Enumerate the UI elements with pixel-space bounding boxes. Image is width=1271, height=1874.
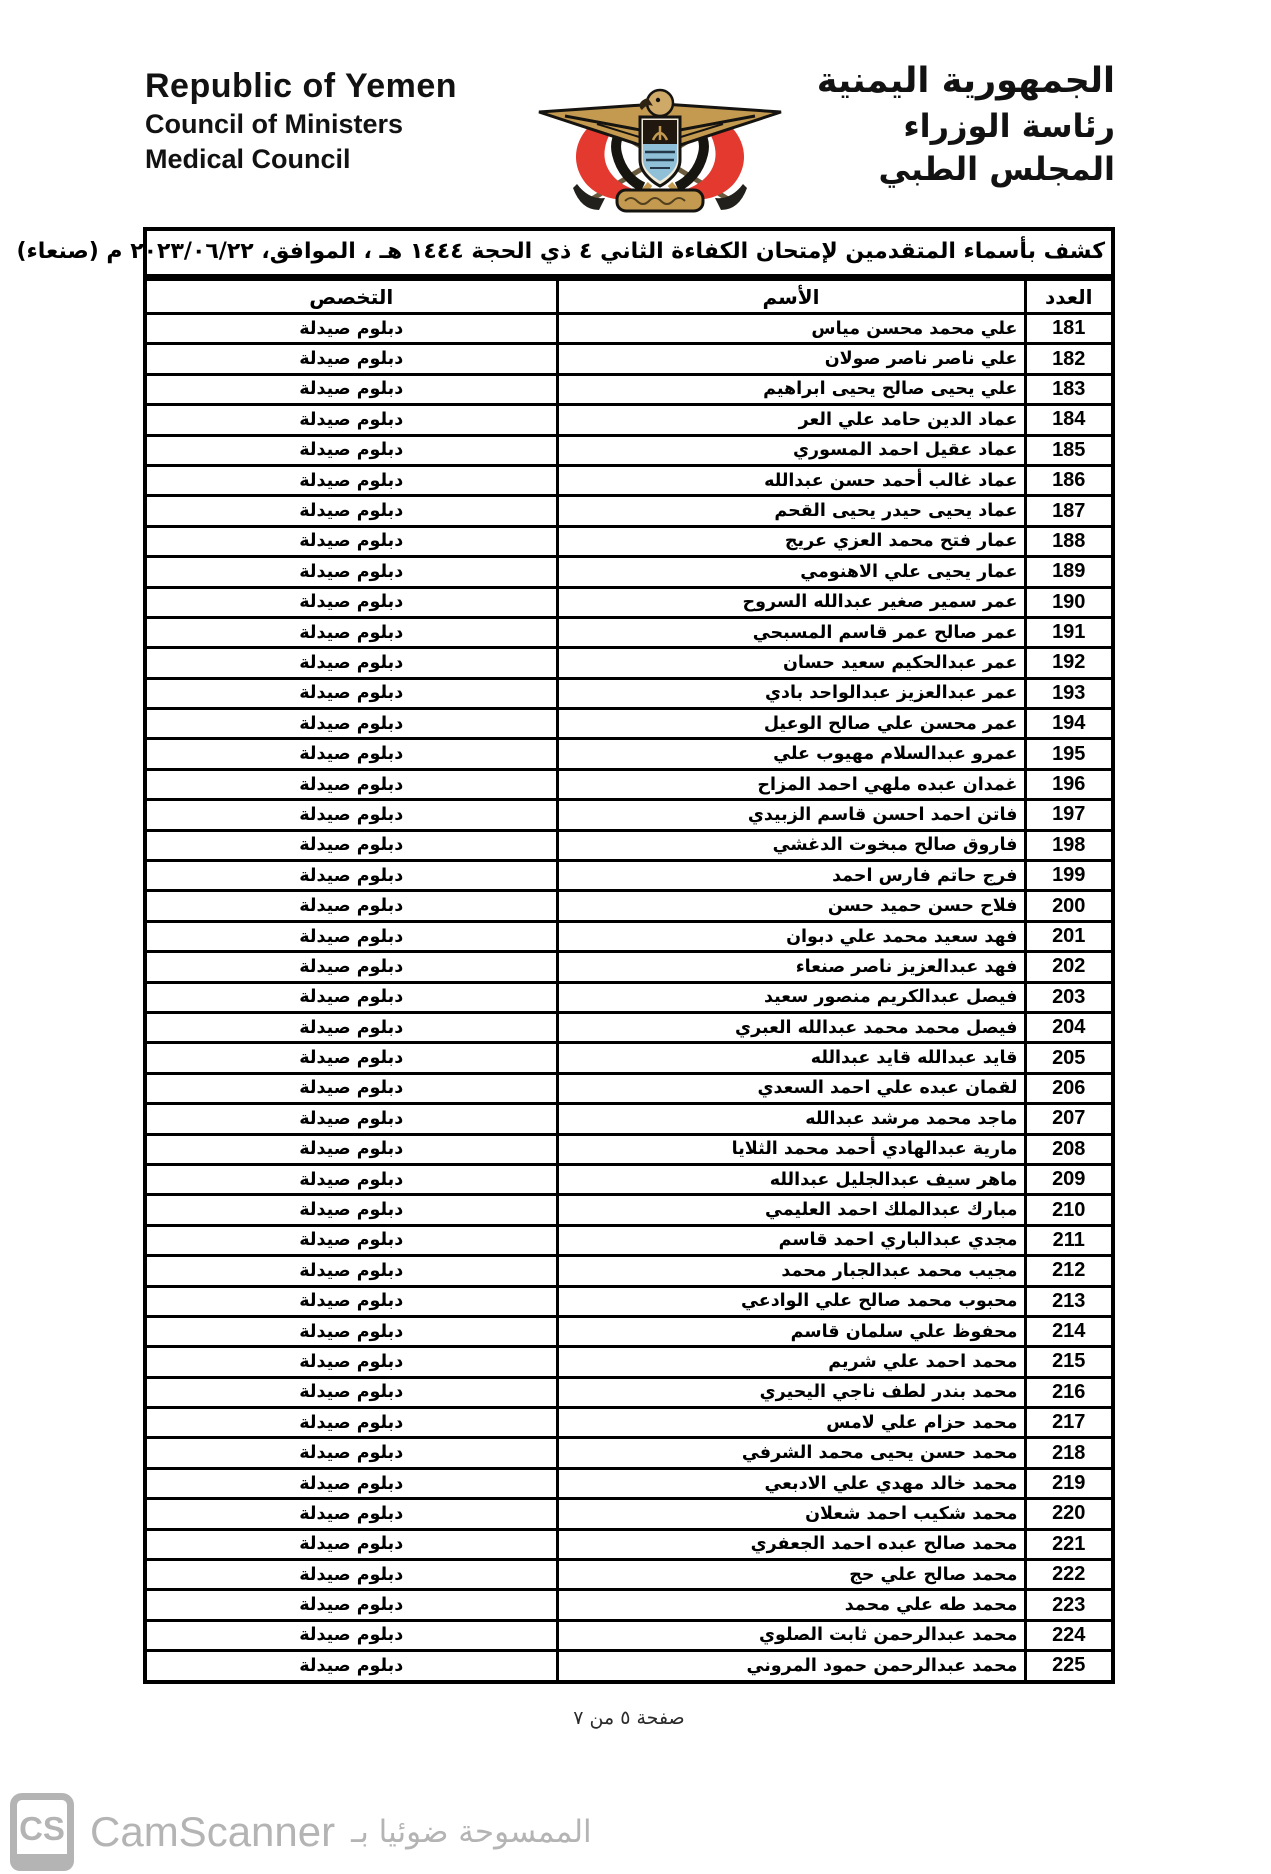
row-name: محمد خالد مهدي علي الادبعي: [557, 1468, 1025, 1498]
row-specialization: دبلوم صيدلة: [145, 1651, 557, 1682]
table-row: [145, 678, 1113, 708]
table-row: [145, 800, 1113, 830]
row-name: عماد غالب أحمد حسن عبدالله: [557, 465, 1025, 495]
table-row: [145, 496, 1113, 526]
row-specialization: دبلوم صيدلة: [145, 1620, 557, 1650]
row-name: محمد طه علي محمد: [557, 1590, 1025, 1620]
row-name: مجدي عبدالباري احمد قاسم: [557, 1225, 1025, 1255]
table-row: [145, 921, 1113, 951]
row-number: 211: [1025, 1225, 1113, 1255]
row-number: 199: [1025, 861, 1113, 891]
letterhead-english: [145, 66, 457, 177]
row-name: مارية عبدالهادي أحمد محمد الثلايا: [557, 1134, 1025, 1164]
row-specialization: دبلوم صيدلة: [145, 1377, 557, 1407]
row-specialization: دبلوم صيدلة: [145, 1225, 557, 1255]
table-row: [145, 1256, 1113, 1286]
row-name: فلاح حسن حميد حسن: [557, 891, 1025, 921]
row-number: 224: [1025, 1620, 1113, 1650]
table-row: [145, 1499, 1113, 1529]
row-specialization: دبلوم صيدلة: [145, 1499, 557, 1529]
camscanner-watermark: [10, 1793, 592, 1871]
table-row: [145, 587, 1113, 617]
camscanner-logo-icon: [10, 1793, 74, 1871]
row-name: عمر عبدالحكيم سعيد حسان: [557, 648, 1025, 678]
table-header-row: [145, 279, 1113, 314]
row-specialization: دبلوم صيدلة: [145, 709, 557, 739]
column-header-specialization: التخصص: [145, 279, 557, 314]
row-name: محمد احمد علي شريم: [557, 1347, 1025, 1377]
row-name: لقمان عبده علي احمد السعدي: [557, 1073, 1025, 1103]
document-title: كشف بأسماء المتقدمين لإمتحان الكفاءة الثاني ٤ ذي الحجة ١٤٤٤ هـ ، الموافق، ٢٠٢٣/٠٦/٢٢ م (صنعاء): [143, 227, 1115, 278]
letterhead-arabic: [817, 58, 1115, 192]
row-specialization: دبلوم صيدلة: [145, 1012, 557, 1042]
row-name: مبارك عبدالملك احمد العليمي: [557, 1195, 1025, 1225]
scanned-with-text: الممسوحة ضوئيا بـ: [351, 1814, 592, 1850]
row-specialization: دبلوم صيدلة: [145, 678, 557, 708]
row-specialization: دبلوم صيدلة: [145, 1590, 557, 1620]
table-row: [145, 1164, 1113, 1194]
table-row: [145, 1438, 1113, 1468]
row-number: 201: [1025, 921, 1113, 951]
row-number: 217: [1025, 1408, 1113, 1438]
row-name: عمار فتح محمد العزي عريج: [557, 526, 1025, 556]
row-number: 225: [1025, 1651, 1113, 1682]
table-row: [145, 1134, 1113, 1164]
row-specialization: دبلوم صيدلة: [145, 1164, 557, 1194]
row-number: 181: [1025, 314, 1113, 344]
table-row: [145, 1043, 1113, 1073]
table-row: [145, 344, 1113, 374]
row-specialization: دبلوم صيدلة: [145, 314, 557, 344]
country-name-ar: الجمهورية اليمنية: [816, 61, 1115, 101]
row-specialization: دبلوم صيدلة: [145, 617, 557, 647]
row-number: 183: [1025, 374, 1113, 404]
row-name: ماجد محمد مرشد عبدالله: [557, 1104, 1025, 1134]
row-specialization: دبلوم صيدلة: [145, 1134, 557, 1164]
row-number: 220: [1025, 1499, 1113, 1529]
row-name: محبوب محمد صالح علي الوادعي: [557, 1286, 1025, 1316]
row-specialization: دبلوم صيدلة: [145, 465, 557, 495]
row-specialization: دبلوم صيدلة: [145, 587, 557, 617]
column-header-number: العدد: [1025, 279, 1113, 314]
row-number: 185: [1025, 435, 1113, 465]
row-name: عمر صالح عمر قاسم المسبحي: [557, 617, 1025, 647]
table-row: [145, 1012, 1113, 1042]
row-specialization: دبلوم صيدلة: [145, 435, 557, 465]
table-row: [145, 465, 1113, 495]
row-number: 223: [1025, 1590, 1113, 1620]
row-name: محمد حسن يحيى محمد الشرفي: [557, 1438, 1025, 1468]
table-row: [145, 1316, 1113, 1346]
medical-council-en: Medical Council: [145, 143, 351, 174]
row-number: 186: [1025, 465, 1113, 495]
row-specialization: دبلوم صيدلة: [145, 861, 557, 891]
table-row: [145, 1651, 1113, 1682]
row-number: 196: [1025, 769, 1113, 799]
row-name: فاتن احمد احسن قاسم الزبيدي: [557, 800, 1025, 830]
row-number: 198: [1025, 830, 1113, 860]
page-number: صفحة ٥ من ٧: [573, 1707, 685, 1729]
row-name: عماد عقيل احمد المسوري: [557, 435, 1025, 465]
row-specialization: دبلوم صيدلة: [145, 739, 557, 769]
row-number: 215: [1025, 1347, 1113, 1377]
row-number: 216: [1025, 1377, 1113, 1407]
table-row: [145, 1073, 1113, 1103]
row-name: فهد عبدالعزيز ناصر صنعاء: [557, 952, 1025, 982]
row-number: 221: [1025, 1529, 1113, 1559]
row-name: فيصل محمد محمد عبدالله العبري: [557, 1012, 1025, 1042]
table-row: [145, 769, 1113, 799]
row-specialization: دبلوم صيدلة: [145, 1256, 557, 1286]
camscanner-brand-text: CamScanner: [90, 1808, 336, 1855]
row-number: 195: [1025, 739, 1113, 769]
table-row: [145, 648, 1113, 678]
row-number: 189: [1025, 557, 1113, 587]
row-name: عمار يحيى علي الاهنومي: [557, 557, 1025, 587]
row-number: 194: [1025, 709, 1113, 739]
table-row: [145, 709, 1113, 739]
row-specialization: دبلوم صيدلة: [145, 1529, 557, 1559]
row-name: فهد سعيد محمد علي دبوان: [557, 921, 1025, 951]
row-number: 188: [1025, 526, 1113, 556]
row-specialization: دبلوم صيدلة: [145, 1347, 557, 1377]
medical-council-ar: المجلس الطبي: [878, 150, 1115, 189]
row-name: فاروق صالح مبخوت الدغشي: [557, 830, 1025, 860]
table-row: [145, 982, 1113, 1012]
row-name: ماهر سيف عبدالجليل عبدالله: [557, 1164, 1025, 1194]
row-number: 193: [1025, 678, 1113, 708]
row-name: محمد شكيب احمد شعلان: [557, 1499, 1025, 1529]
table-row: [145, 1408, 1113, 1438]
row-specialization: دبلوم صيدلة: [145, 557, 557, 587]
table-row: [145, 374, 1113, 404]
table-row: [145, 830, 1113, 860]
table-row: [145, 891, 1113, 921]
row-number: 184: [1025, 405, 1113, 435]
table-row: [145, 1347, 1113, 1377]
row-name: محمد بندر لطف ناجي اليحيري: [557, 1377, 1025, 1407]
row-number: 187: [1025, 496, 1113, 526]
row-name: محمد عبدالرحمن ثابت الصلوي: [557, 1620, 1025, 1650]
row-specialization: دبلوم صيدلة: [145, 921, 557, 951]
row-specialization: دبلوم صيدلة: [145, 1286, 557, 1316]
row-name: غمدان عبده ملهي احمد المزاح: [557, 769, 1025, 799]
table-row: [145, 1225, 1113, 1255]
table-row: [145, 1529, 1113, 1559]
table-row: [145, 952, 1113, 982]
camscanner-logo-strip: [10, 1854, 74, 1871]
row-specialization: دبلوم صيدلة: [145, 1408, 557, 1438]
row-name: علي يحيى صالح يحيى ابراهيم: [557, 374, 1025, 404]
row-number: 203: [1025, 982, 1113, 1012]
prime-ministry-ar: رئاسة الوزراء: [903, 107, 1115, 146]
table-body: [145, 314, 1113, 1682]
row-name: محمد صالح علي حج: [557, 1560, 1025, 1590]
row-name: عماد الدين حامد علي العر: [557, 405, 1025, 435]
row-number: 214: [1025, 1316, 1113, 1346]
table-row: [145, 1468, 1113, 1498]
row-number: 197: [1025, 800, 1113, 830]
row-specialization: دبلوم صيدلة: [145, 1195, 557, 1225]
row-number: 213: [1025, 1286, 1113, 1316]
yemen-coat-of-arms-icon: [525, 74, 795, 214]
row-number: 191: [1025, 617, 1113, 647]
row-name: عمرو عبدالسلام مهيوب علي: [557, 739, 1025, 769]
table-row: [145, 1104, 1113, 1134]
row-number: 208: [1025, 1134, 1113, 1164]
row-name: عمر محسن علي صالح الوعيل: [557, 709, 1025, 739]
row-number: 206: [1025, 1073, 1113, 1103]
table-row: [145, 1286, 1113, 1316]
row-name: عماد يحيى حيدر يحيى القحم: [557, 496, 1025, 526]
row-specialization: دبلوم صيدلة: [145, 374, 557, 404]
row-number: 182: [1025, 344, 1113, 374]
table-row: [145, 557, 1113, 587]
row-specialization: دبلوم صيدلة: [145, 1560, 557, 1590]
row-specialization: دبلوم صيدلة: [145, 496, 557, 526]
table-row: [145, 435, 1113, 465]
row-specialization: دبلوم صيدلة: [145, 769, 557, 799]
table-row: [145, 861, 1113, 891]
row-name: عمر عبدالعزيز عبدالواحد بادي: [557, 678, 1025, 708]
council-of-ministers-en: Council of Ministers: [145, 108, 404, 139]
table-row: [145, 1620, 1113, 1650]
table-row: [145, 739, 1113, 769]
row-number: 202: [1025, 952, 1113, 982]
table-row: [145, 526, 1113, 556]
row-specialization: دبلوم صيدلة: [145, 1468, 557, 1498]
row-specialization: دبلوم صيدلة: [145, 952, 557, 982]
row-number: 212: [1025, 1256, 1113, 1286]
row-name: قايد عبدالله قايد عبدالله: [557, 1043, 1025, 1073]
row-specialization: دبلوم صيدلة: [145, 526, 557, 556]
row-number: 192: [1025, 648, 1113, 678]
country-name-en: Republic of Yemen: [145, 67, 458, 105]
row-specialization: دبلوم صيدلة: [145, 344, 557, 374]
candidates-table-wrap: [143, 277, 1115, 1684]
row-number: 222: [1025, 1560, 1113, 1590]
row-specialization: دبلوم صيدلة: [145, 982, 557, 1012]
row-number: 218: [1025, 1438, 1113, 1468]
table-row: [145, 405, 1113, 435]
row-number: 209: [1025, 1164, 1113, 1194]
row-name: محفوظ علي سلمان قاسم: [557, 1316, 1025, 1346]
row-name: مجيب محمد عبدالجبار محمد: [557, 1256, 1025, 1286]
row-number: 207: [1025, 1104, 1113, 1134]
row-name: علي ناصر ناصر صولان: [557, 344, 1025, 374]
table-row: [145, 1195, 1113, 1225]
table-row: [145, 314, 1113, 344]
row-name: عمر سمير صغير عبدالله السروح: [557, 587, 1025, 617]
row-specialization: دبلوم صيدلة: [145, 1073, 557, 1103]
candidates-table: [143, 277, 1115, 1684]
table-row: [145, 1590, 1113, 1620]
row-number: 210: [1025, 1195, 1113, 1225]
row-name: فرج حاتم فارس احمد: [557, 861, 1025, 891]
row-specialization: دبلوم صيدلة: [145, 830, 557, 860]
row-name: محمد عبدالرحمن حمود المروني: [557, 1651, 1025, 1682]
row-number: 205: [1025, 1043, 1113, 1073]
row-number: 204: [1025, 1012, 1113, 1042]
row-name: علي محمد محسن مياس: [557, 314, 1025, 344]
row-specialization: دبلوم صيدلة: [145, 800, 557, 830]
row-number: 200: [1025, 891, 1113, 921]
row-specialization: دبلوم صيدلة: [145, 891, 557, 921]
row-number: 190: [1025, 587, 1113, 617]
table-row: [145, 1377, 1113, 1407]
row-name: فيصل عبدالكريم منصور سعيد: [557, 982, 1025, 1012]
column-header-name: الأسم: [557, 279, 1025, 314]
camscanner-logo-letters: CS: [19, 1810, 65, 1847]
row-specialization: دبلوم صيدلة: [145, 1043, 557, 1073]
row-specialization: دبلوم صيدلة: [145, 1316, 557, 1346]
table-row: [145, 617, 1113, 647]
row-specialization: دبلوم صيدلة: [145, 1438, 557, 1468]
row-specialization: دبلوم صيدلة: [145, 1104, 557, 1134]
row-specialization: دبلوم صيدلة: [145, 648, 557, 678]
row-specialization: دبلوم صيدلة: [145, 405, 557, 435]
table-row: [145, 1560, 1113, 1590]
row-name: محمد حزام علي لامس: [557, 1408, 1025, 1438]
row-number: 219: [1025, 1468, 1113, 1498]
row-name: محمد صالح عبده احمد الجعفري: [557, 1529, 1025, 1559]
